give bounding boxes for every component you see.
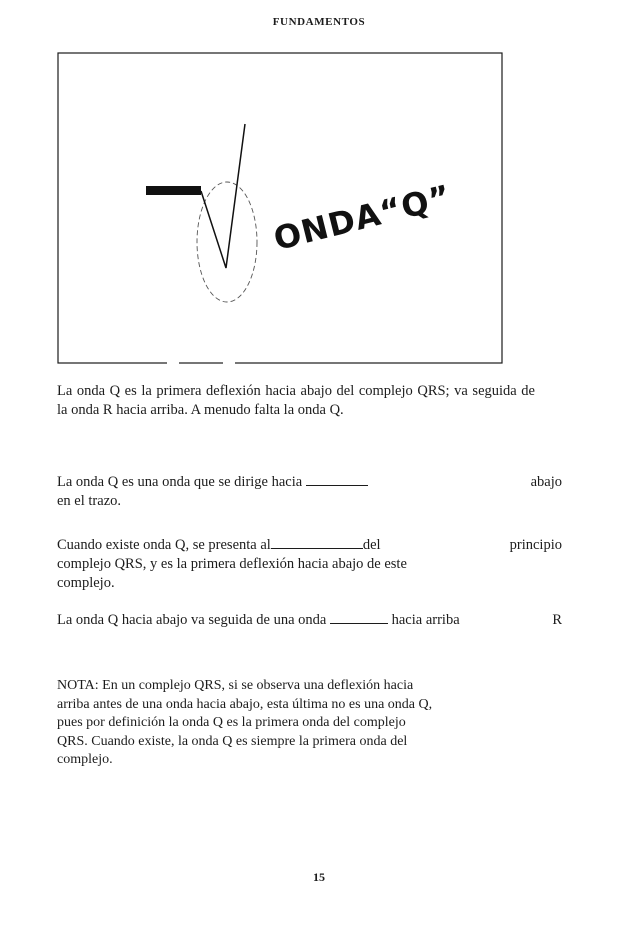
question-1-text-end: en el trazo. <box>57 493 122 509</box>
question-3-text-end: hacia arriba <box>391 612 460 628</box>
note-paragraph: NOTA: En un complejo QRS, si se observa una deflexión hacia arriba antes de una onda hacia abajo, esta última no es una onda Q, pues por definición la onda Q es la primera onda del complejo QRS. Cuando existe, la onda Q es siempre la primera onda del complejo. <box>57 678 433 767</box>
question-1-blank <box>306 473 368 486</box>
question-1-text: La onda Q es una onda que se dirige hacia <box>57 474 303 490</box>
page-number: 15 <box>313 870 325 884</box>
figure-title: ONDA“Q” <box>269 177 456 258</box>
question-3-text: La onda Q hacia abajo va seguida de una onda <box>57 612 327 628</box>
question-3 <box>57 611 517 630</box>
question-3-blank <box>330 611 388 624</box>
intro-paragraph: La onda Q es la primera deflexión hacia abajo del complejo QRS; va seguida de la onda R hacia arriba. A menudo falta la onda Q. <box>57 383 535 418</box>
question-1-answer: abajo <box>530 474 562 490</box>
question-2 <box>57 536 417 593</box>
question-3-answer: R <box>552 612 562 628</box>
question-1 <box>57 473 429 511</box>
question-2-text-end: del complejo QRS, y es la primera deflexión hacia abajo de este complejo. <box>57 537 407 591</box>
question-2-text: Cuando existe onda Q, se presenta al <box>57 537 271 553</box>
baseline-segment <box>146 186 201 195</box>
onda-q-figure <box>57 52 503 364</box>
running-header: FUNDAMENTOS <box>272 16 366 28</box>
q-wave-highlight-oval <box>197 182 257 302</box>
question-2-answer: principio <box>509 537 562 553</box>
question-2-blank <box>271 536 363 549</box>
